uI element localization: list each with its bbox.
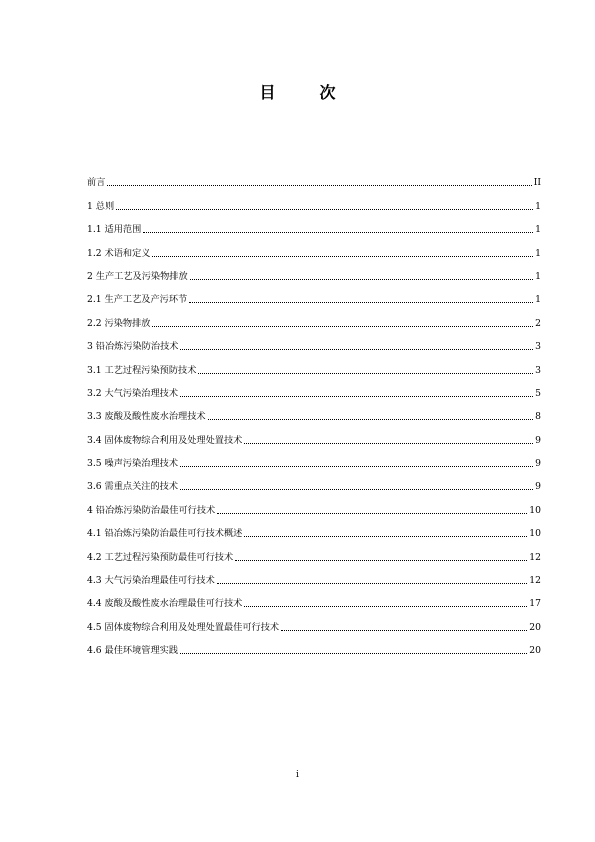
toc-leader-dots [107,185,531,186]
toc-entry-label: 3.2 大气污染治理技术 [87,387,179,399]
page-number: i [296,770,299,780]
toc-entry-label: 4.2 工艺过程污染预防最佳可行技术 [87,551,234,563]
toc-entry-page: 3 [535,341,541,353]
toc-entry-label: 3.3 废酸及酸性废水治理技术 [87,411,206,423]
table-of-contents [87,166,541,657]
toc-entry-page: 1 [535,224,541,236]
toc-entry[interactable] [87,610,541,633]
toc-entry-label: 4.1 铅冶炼污染防治最佳可行技术概述 [87,528,243,540]
toc-leader-dots [244,443,533,444]
title-char-2: 次 [319,83,336,102]
toc-entry[interactable] [87,447,541,470]
toc-entry-label: 前言 [87,177,106,189]
toc-leader-dots [152,326,533,327]
toc-entry-label: 2.1 生产工艺及产污环节 [87,294,188,306]
toc-leader-dots [208,419,533,420]
toc-entry-page: 17 [529,598,541,610]
toc-entry-label: 4.3 大气污染治理最佳可行技术 [87,575,215,587]
toc-leader-dots [180,349,533,350]
toc-entry-page: 1 [535,200,541,212]
toc-entry-label: 2.2 污染物排放 [87,317,151,329]
toc-entry-label: 3.4 固体废物综合利用及处理处置技术 [87,434,243,446]
toc-entry-label: 3.6 需重点关注的技术 [87,481,179,493]
toc-entry-page: 1 [535,294,541,306]
toc-entry-label: 3.1 工艺过程污染预防技术 [87,364,197,376]
toc-entry-label: 2 生产工艺及污染物排放 [87,270,188,282]
toc-entry-label: 1.2 术语和定义 [87,247,151,259]
toc-entry-page: 5 [535,387,541,399]
toc-entry-label: 3 铅冶炼污染防治技术 [87,341,179,353]
toc-entry[interactable] [87,540,541,563]
toc-entry[interactable] [87,330,541,353]
toc-entry-label: 4.6 最佳环境管理实践 [87,645,179,657]
toc-entry[interactable] [87,587,541,610]
toc-entry[interactable] [87,517,541,540]
toc-entry[interactable] [87,306,541,329]
toc-entry-page: 8 [535,411,541,423]
toc-entry-label: 4 铅冶炼污染防治最佳可行技术 [87,504,216,516]
toc-entry[interactable] [87,377,541,400]
toc-leader-dots [180,396,533,397]
page-title [0,80,595,103]
toc-leader-dots [281,630,527,631]
toc-entry-label: 4.4 废酸及酸性废水治理最佳可行技术 [87,598,243,610]
toc-entry[interactable] [87,470,541,493]
toc-entry-label: 4.5 固体废物综合利用及处理处置最佳可行技术 [87,621,280,633]
toc-leader-dots [152,256,533,257]
toc-entry-page: 9 [535,434,541,446]
toc-entry[interactable] [87,353,541,376]
toc-leader-dots [190,279,533,280]
toc-entry-page: 12 [529,551,541,563]
toc-entry[interactable] [87,283,541,306]
toc-entry-page: 20 [529,621,541,633]
toc-leader-dots [217,583,528,584]
toc-entry[interactable] [87,236,541,259]
toc-leader-dots [198,373,533,374]
toc-entry[interactable] [87,423,541,446]
toc-leader-dots [244,536,527,537]
toc-entry-page: 9 [535,458,541,470]
toc-entry-label: 1.1 适用范围 [87,224,142,236]
toc-leader-dots [180,466,533,467]
toc-entry-page: 2 [535,317,541,329]
toc-entry-page: 10 [529,528,541,540]
toc-leader-dots [180,653,527,654]
toc-entry-page: 1 [535,247,541,259]
toc-entry[interactable] [87,260,541,283]
toc-entry-page: 9 [535,481,541,493]
toc-entry-page: 12 [529,575,541,587]
toc-leader-dots [217,513,527,514]
toc-leader-dots [180,489,533,490]
toc-entry-page: 1 [535,270,541,282]
toc-entry-page: 20 [529,645,541,657]
toc-entry[interactable] [87,634,541,657]
toc-entry-page: 3 [535,364,541,376]
toc-entry[interactable] [87,564,541,587]
title-char-1: 目 [259,83,276,102]
toc-entry-page: II [533,177,541,189]
toc-entry[interactable] [87,493,541,516]
toc-leader-dots [189,302,533,303]
toc-entry-label: 3.5 噪声污染治理技术 [87,458,179,470]
toc-leader-dots [116,209,533,210]
toc-leader-dots [244,606,527,607]
toc-leader-dots [235,560,527,561]
toc-entry[interactable] [87,400,541,423]
toc-entry[interactable] [87,166,541,189]
toc-entry-page: 10 [529,504,541,516]
toc-entry-label: 1 总则 [87,200,115,212]
toc-leader-dots [143,232,533,233]
toc-entry[interactable] [87,189,541,212]
toc-entry[interactable] [87,213,541,236]
